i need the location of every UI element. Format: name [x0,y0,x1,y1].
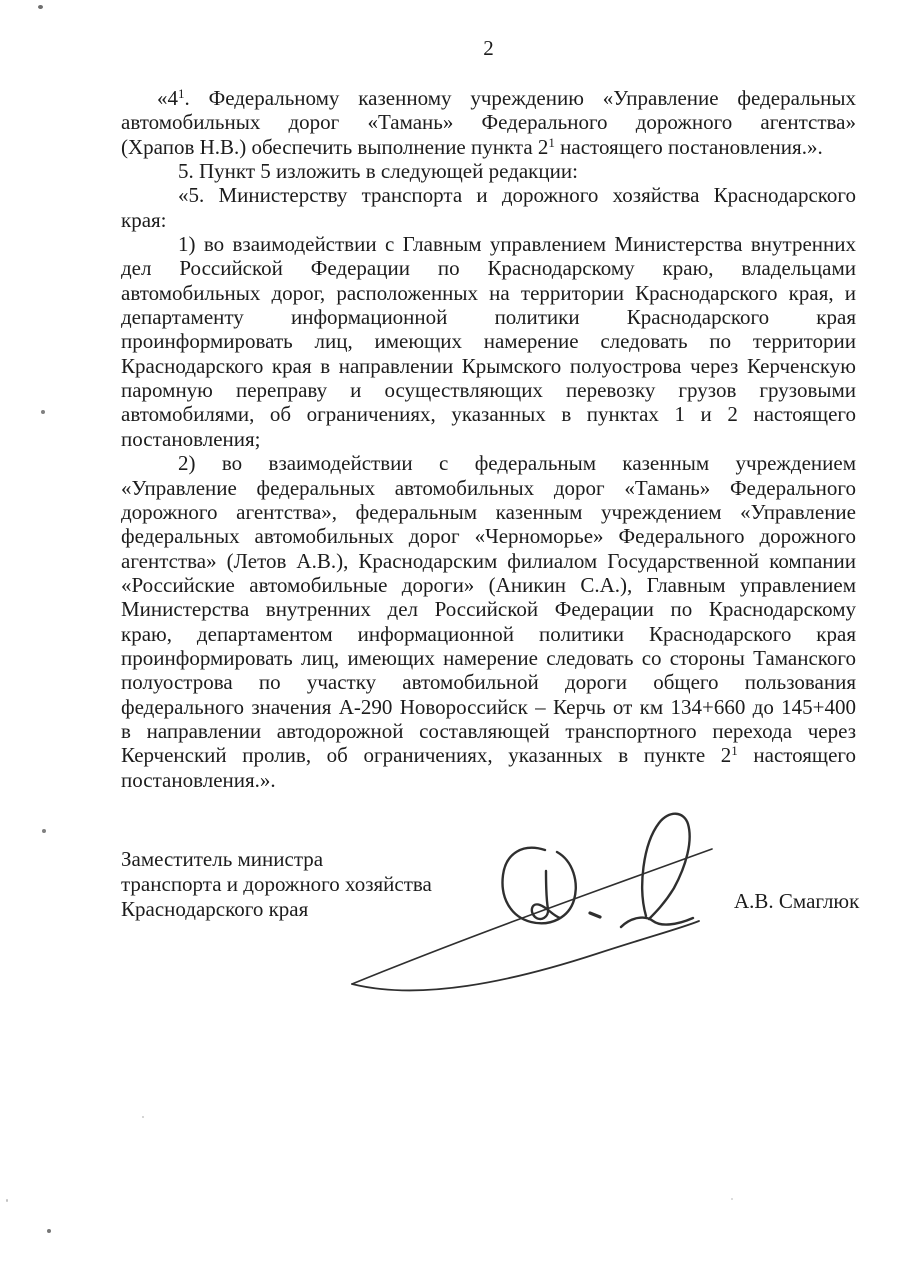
text-segment: автомобильных дорог «Тамань» Федерального дорожного агентства» [121,110,856,135]
text-segment: проинформировать лиц, имеющих намерение следовать со стороны Таманского [121,645,856,670]
scan-speck [47,1229,51,1233]
scan-speck [41,410,45,414]
scan-speck [42,829,46,833]
signature-dot [590,913,600,917]
text-segment: «5. Министерству транспорта и дорожного хозяйства Краснодарского [178,183,856,208]
text-segment: дел Российской Федерации по Краснодарскому краю, владельцами [121,256,856,281]
scan-speck [6,1199,8,1202]
text-segment: агентства» (Летов А.В.), Краснодарским филиалом Государственной компании [121,548,856,573]
text-segment: проинформировать лиц, имеющих намерение следовать по территории [121,329,856,354]
signature-sweep-upper [352,849,712,984]
page-number: 2 [483,36,494,60]
text-segment: Краснодарского края в направлении Крымского полуострова через Керченскую [121,353,856,378]
scan-speck [142,1116,144,1118]
text-segment: «Управление федеральных автомобильных дорог «Тамань» Федерального [121,475,856,500]
signatory-position-line-2: транспорта и дорожного хозяйства [121,872,432,896]
superscript: 1 [178,86,185,101]
scan-speck [731,1198,733,1200]
text-segment: «4 [157,86,178,110]
text-segment: настоящего постановления.». [554,134,823,159]
text-segment: в направлении автодорожной составляющей транспортного перехода через [121,718,856,743]
signatory-name: А.В. Смаглюк [734,889,860,913]
signature-loop-underline [621,918,693,927]
text-segment: «Российские автомобильные дороги» (Аникин С.А.), Главным управлением [121,572,856,597]
text-segment: Министерства внутренних дел Российской Федерации по Краснодарскому [121,597,856,622]
text-segment: настоящего [737,743,857,768]
text-segment: дорожного агентства», федеральным казенным учреждением «Управление [121,499,856,524]
text-segment: 2) во взаимодействии с федеральным казенным учреждением [178,451,856,476]
text-segment: . Федеральному казенному учреждению «Управление федеральных [184,86,856,110]
text-segment: постановления; [121,426,261,451]
text-segment: федерального значения А-290 Новороссийск – Керчь от км 134+660 до 145+400 [121,694,856,719]
superscript: 1 [731,743,738,759]
signatory-position-line-3: Краснодарского края [121,897,309,921]
text-segment: полуострова по участку автомобильной дороги общего пользования [121,670,856,695]
signature-sweep-lower [352,921,699,990]
text-segment: 5. Пункт 5 изложить в следующей редакции: [178,159,578,184]
text-segment: федеральных автомобильных дорог «Черноморье» Федерального дорожного [121,524,856,549]
text-segment: автомобильных дорог, расположенных на территории Краснодарского края, и [121,280,856,305]
text-segment: паромную переправу и осуществляющих перевозку грузов грузовыми [121,378,856,403]
signatory-position-line-1: Заместитель министра [121,847,324,871]
text-segment: краю, департаментом информационной политики Краснодарского края [121,621,856,646]
text-segment: департаменту информационной политики Краснодарского края [121,305,856,330]
superscript: 1 [548,134,555,150]
signature-inner-stroke [532,871,560,919]
text-segment: края: [121,207,167,232]
text-segment: (Храпов Н.В.) обеспечить выполнение пункта 2 [121,134,549,159]
scan-speck [38,5,43,9]
text-segment: 1) во взаимодействии с Главным управлением Министерства внутренних [178,232,856,257]
text-segment: Керченский пролив, об ограничениях, указанных в пункте 2 [121,743,732,768]
text-segment: постановления.». [121,767,276,792]
text-segment: автомобилями, об ограничениях, указанных в пунктах 1 и 2 настоящего [121,402,856,427]
